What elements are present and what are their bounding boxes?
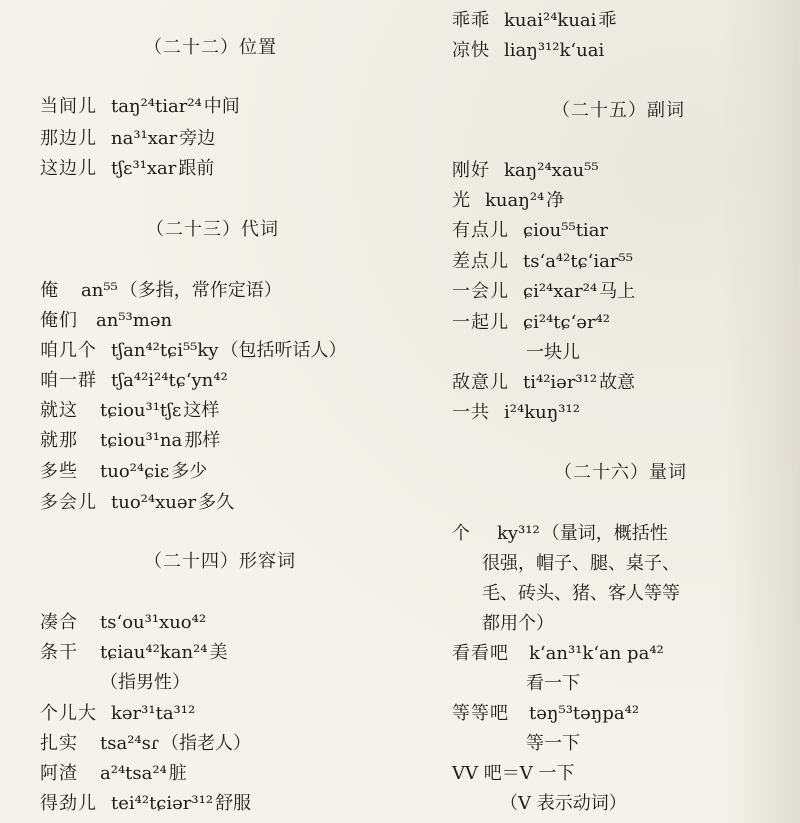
- entry-gloss: 乖: [598, 10, 617, 31]
- entry-phonetic: an⁵³mən: [96, 310, 173, 331]
- entry-row: [40, 763, 187, 785]
- entry-term: 凉快: [452, 40, 490, 61]
- entry-gloss: 那样: [184, 430, 221, 451]
- entry-phonetic: a²⁴tsa²⁴: [100, 763, 167, 784]
- entry-phonetic: ɕiou⁵⁵tiar: [523, 220, 609, 241]
- entry-term: 乖乖: [452, 10, 490, 31]
- entry-row: [40, 733, 251, 755]
- entry-row: [40, 612, 208, 634]
- section-heading-24: （二十四）形容词: [144, 551, 296, 572]
- entry-term: 那边儿: [40, 128, 97, 149]
- entry-term: 俺: [40, 280, 59, 301]
- entry-gloss: 多少: [171, 461, 208, 482]
- entry-phonetic: təŋ⁵³təŋpa⁴²: [529, 703, 640, 724]
- entry-term: 阿渣: [40, 763, 78, 784]
- entry-gloss: 马上: [599, 281, 636, 302]
- entry-term: 等等吧: [452, 703, 509, 724]
- entry-phonetic: an⁵⁵: [81, 280, 118, 301]
- entry-gloss: 故意: [599, 372, 636, 393]
- entry-gloss: （量词，概括性: [541, 523, 668, 544]
- entry-row: [40, 340, 346, 362]
- entry-row: [452, 703, 641, 725]
- entry-term: 个: [452, 523, 471, 544]
- entry-term: 凑合: [40, 612, 78, 633]
- entry-phonetic: kʻan³¹kʻan pa⁴²: [529, 643, 664, 664]
- entry-row: [452, 40, 606, 62]
- rule-line: VV 吧＝V 一下: [452, 763, 575, 784]
- section-heading-25: （二十五）副词: [552, 100, 685, 121]
- entry-row: [40, 128, 215, 150]
- entry-row: [452, 251, 635, 273]
- entry-gloss: 净: [546, 190, 565, 211]
- entry-phonetic: tɕiou³¹tʃɛ: [100, 400, 182, 421]
- entry-phonetic: ky³¹²: [497, 523, 540, 544]
- entry-phonetic: tʃɛ³¹xar: [111, 158, 177, 179]
- entry-term: 有点儿: [452, 220, 509, 241]
- entry-term: 咱几个: [40, 340, 97, 361]
- entry-gloss: （指老人）: [161, 733, 252, 754]
- entry-continuation: 看一下: [526, 673, 580, 694]
- entry-term: 差点儿: [452, 251, 509, 272]
- section-heading-26: （二十六）量词: [554, 462, 687, 483]
- entry-row: [40, 461, 207, 483]
- entry-row: [452, 523, 668, 545]
- entry-term: 光: [452, 190, 471, 211]
- entry-row: [452, 372, 635, 394]
- entry-gloss: 美: [209, 642, 228, 663]
- entry-term: 就这: [40, 400, 78, 421]
- entry-gloss: 脏: [168, 763, 187, 784]
- entry-row: [40, 793, 251, 815]
- entry-phonetic: i²⁴kuŋ³¹²: [504, 402, 580, 423]
- entry-gloss: （多指，常作定语）: [119, 280, 282, 301]
- entry-gloss: 多久: [198, 492, 235, 513]
- section-heading-22: （二十二）位置: [144, 37, 277, 58]
- entry-row: [40, 310, 174, 332]
- entry-term: 刚好: [452, 160, 490, 181]
- entry-term: 一起儿: [452, 312, 509, 333]
- entry-phonetic: liaŋ³¹²kʻuai: [504, 40, 605, 61]
- entry-phonetic: ti⁴²iər³¹²: [523, 372, 598, 393]
- entry-phonetic: tɕiou³¹na: [100, 430, 183, 451]
- entry-phonetic: ɕi²⁴xar²⁴: [523, 281, 598, 302]
- entry-phonetic: kaŋ²⁴xau⁵⁵: [504, 160, 599, 181]
- entry-gloss: （包括听话人）: [220, 340, 347, 361]
- entry-term: 多些: [40, 461, 78, 482]
- entry-continuation: 等一下: [526, 733, 580, 754]
- entry-row: [452, 402, 582, 424]
- entry-row: [40, 703, 197, 725]
- entry-phonetic: tsʻou³¹xuo⁴²: [100, 612, 207, 633]
- rule-note: （V 表示动词）: [500, 793, 627, 814]
- entry-phonetic: kər³¹ta³¹²: [111, 703, 196, 724]
- entry-row: [452, 220, 610, 242]
- page-edge-shadow: [722, 0, 800, 823]
- entry-gloss: 这样: [183, 400, 220, 421]
- entry-phonetic: tsʻa⁴²tɕʻiar⁵⁵: [523, 251, 633, 272]
- entry-phonetic: ɕi²⁴tɕʻər⁴²: [523, 312, 610, 333]
- entry-phonetic: kuai²⁴kuai: [504, 10, 597, 31]
- entry-term: 敌意儿: [452, 372, 509, 393]
- entry-phonetic: tʃa⁴²i²⁴tɕʻyn⁴²: [111, 370, 228, 391]
- entry-phonetic: tʃan⁴²tɕi⁵⁵ky: [111, 340, 219, 361]
- entry-term: 看看吧: [452, 643, 509, 664]
- entry-term: 这边儿: [40, 158, 97, 179]
- entry-phonetic: na³¹xar: [111, 128, 178, 149]
- entry-row: [452, 643, 666, 665]
- entry-row: [40, 370, 230, 392]
- entry-row: [40, 642, 228, 664]
- entry-row: [40, 158, 214, 180]
- entry-phonetic: tɕiau⁴²kan²⁴: [100, 642, 208, 663]
- entry-row: [452, 160, 601, 182]
- entry-row: [452, 281, 635, 303]
- entry-row: [452, 190, 564, 212]
- entry-term: 当间儿: [40, 96, 97, 117]
- entry-continuation: 毛、砖头、猪、客人等等: [482, 583, 680, 604]
- entry-row: [40, 96, 240, 118]
- entry-phonetic: kuaŋ²⁴: [485, 190, 545, 211]
- entry-row: [40, 400, 219, 422]
- entry-term: 条干: [40, 642, 78, 663]
- entry-phonetic: tuo²⁴ɕiɛ: [100, 461, 170, 482]
- entry-term: 俺们: [40, 310, 78, 331]
- entry-row: [452, 10, 616, 32]
- entry-term: 一会儿: [452, 281, 509, 302]
- entry-row: [40, 430, 220, 452]
- entry-term: 多会儿: [40, 492, 97, 513]
- entry-row: [452, 312, 612, 334]
- entry-row: [40, 492, 234, 514]
- entry-phonetic: tsa²⁴sɾ: [100, 733, 160, 754]
- entry-phonetic: tuo²⁴xuər: [111, 492, 197, 513]
- entry-gloss: 中间: [203, 96, 240, 117]
- entry-continuation: （指男性）: [100, 672, 190, 693]
- entry-row: [40, 280, 282, 302]
- section-heading-23: （二十三）代词: [146, 219, 279, 240]
- entry-term: 咱一群: [40, 370, 97, 391]
- entry-term: 就那: [40, 430, 78, 451]
- entry-term: 扎实: [40, 733, 78, 754]
- entry-term: 个儿大: [40, 703, 97, 724]
- entry-phonetic: tei⁴²tɕiər³¹²: [111, 793, 214, 814]
- entry-gloss: 舒服: [215, 793, 252, 814]
- entry-gloss: 跟前: [178, 158, 215, 179]
- entry-continuation: 都用个）: [482, 613, 554, 634]
- entry-term: 一共: [452, 402, 490, 423]
- entry-continuation: 很强，帽子、腿、桌子、: [482, 553, 680, 574]
- entry-term: 得劲儿: [40, 793, 97, 814]
- entry-gloss: 旁边: [179, 128, 216, 149]
- entry-continuation: 一块儿: [526, 342, 580, 363]
- entry-phonetic: taŋ²⁴tiar²⁴: [111, 96, 202, 117]
